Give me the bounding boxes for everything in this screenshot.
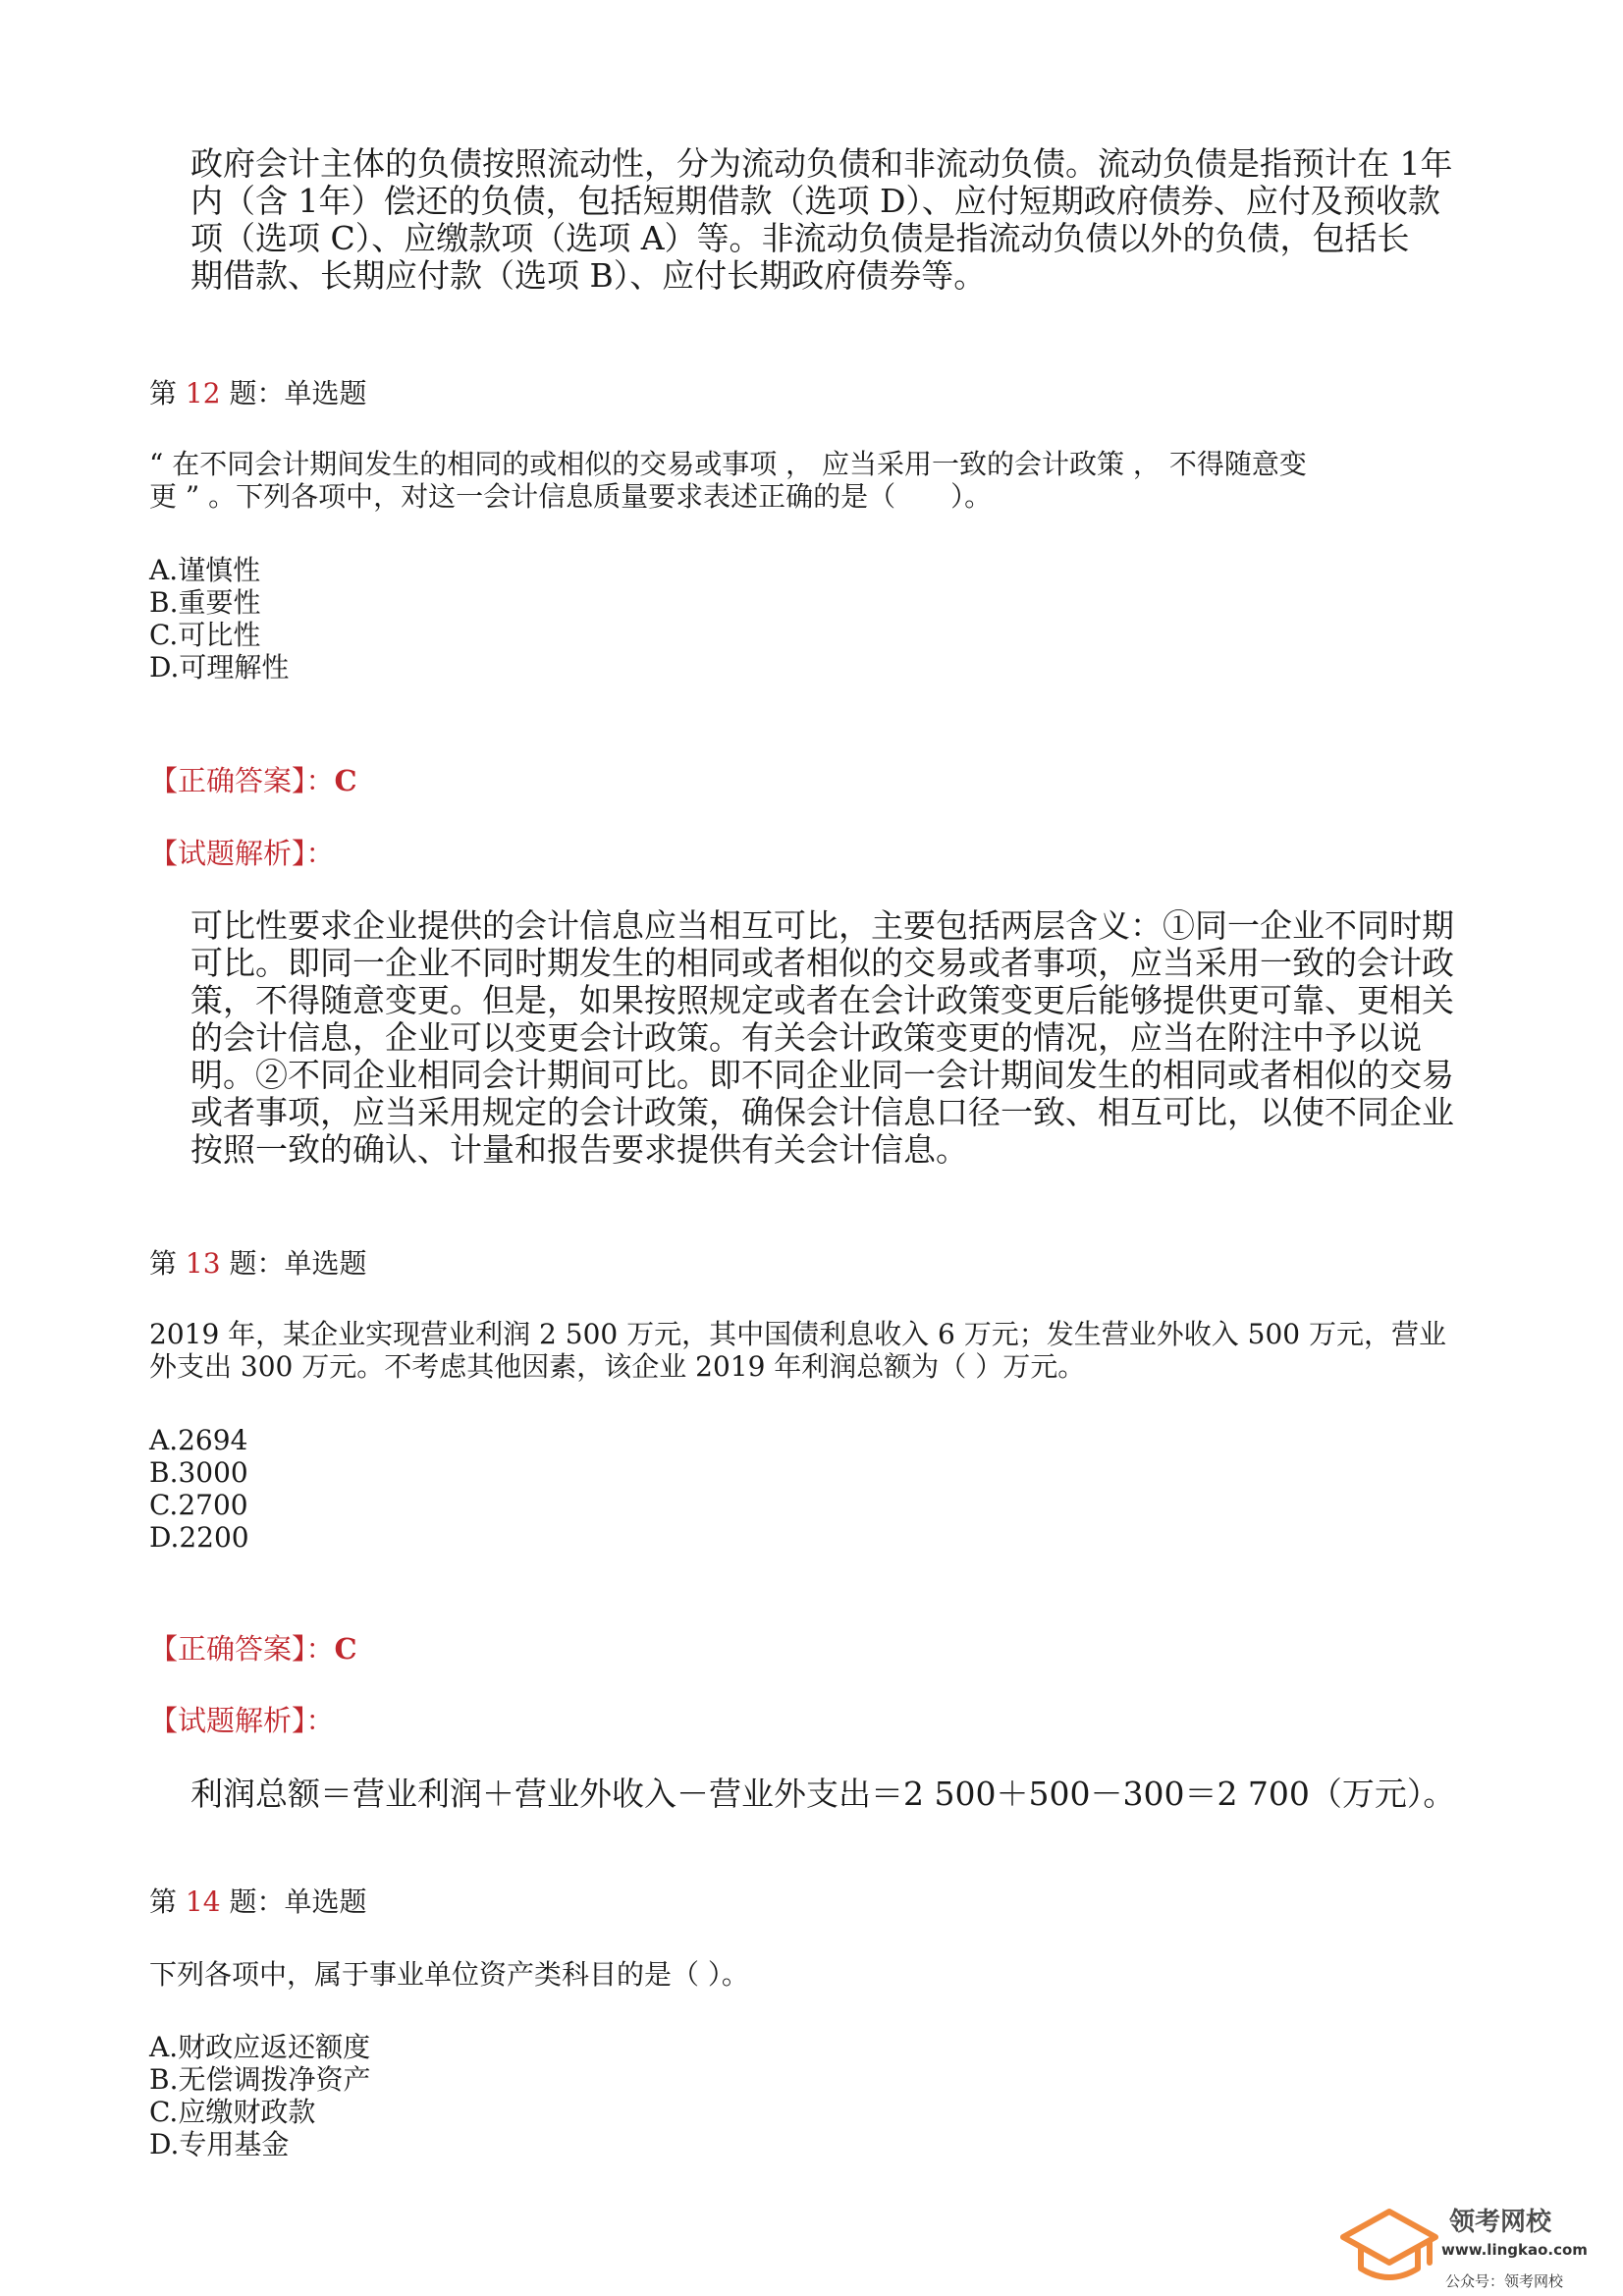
analysis-line: 按照一致的确认、计量和报告要求提供有关会计信息。 xyxy=(190,1130,968,1169)
option-c: C.应缴财政款 xyxy=(149,2096,316,2128)
question-12-answer xyxy=(149,764,357,797)
answer-value: C xyxy=(334,764,357,797)
question-12-header xyxy=(149,377,366,410)
watermark-url: www.lingkao.com xyxy=(1441,2241,1588,2259)
question-13-formula: 利润总额＝营业利润＋营业外收入－营业外支出＝2 500＋500－300＝2 700（万元）。 xyxy=(190,1775,1456,1813)
question-13-analysis-label: 【试题解析】： xyxy=(149,1704,335,1737)
watermark-wechat: 公众号：领考网校 xyxy=(1445,2272,1564,2290)
option-b: B.重要性 xyxy=(149,586,261,619)
stem-line: 更 ” 。下列各项中，对这一会计信息质量要求表述正确的是（ ）。 xyxy=(149,480,993,513)
analysis-line: 可比性要求企业提供的会计信息应当相互可比，主要包括两层含义：①同一企业不同时期 xyxy=(190,906,1454,945)
analysis-line: 内（含 1年）偿还的负债，包括短期借款（选项 D）、应付短期政府债券、应付及预收款 xyxy=(190,182,1440,220)
option-c: C.2700 xyxy=(149,1489,248,1521)
question-type: 题：单选题 xyxy=(220,1247,367,1280)
option-b: B.无偿调拨净资产 xyxy=(149,2063,371,2096)
stem-line: 下列各项中，属于事业单位资产类科目的是（ ）。 xyxy=(149,1958,749,1991)
option-d: D.2200 xyxy=(149,1521,249,1554)
question-13-header xyxy=(149,1247,366,1281)
question-13-options xyxy=(149,1424,249,1554)
question-12-analysis xyxy=(190,907,1496,1169)
option-c: C.可比性 xyxy=(149,619,261,651)
question-number: 14 xyxy=(185,1886,221,1918)
question-12-analysis-label: 【试题解析】： xyxy=(149,837,335,870)
question-12-options xyxy=(149,554,289,683)
question-type: 题：单选题 xyxy=(220,377,367,410)
option-a: A.谨慎性 xyxy=(149,554,261,586)
watermark-name: 领考网校 xyxy=(1449,2208,1552,2237)
question-13-answer xyxy=(149,1632,357,1666)
option-d: D.可理解性 xyxy=(149,651,290,683)
analysis-line: 明。②不同企业相同会计期间可比。即不同企业同一会计期间发生的相同或者相似的交易 xyxy=(190,1056,1454,1094)
question-13-stem xyxy=(149,1318,1494,1383)
answer-value: C xyxy=(334,1632,357,1666)
stem-line: 外支出 300 万元。不考虑其他因素，该企业 2019 年利润总额为（ ）万元。 xyxy=(149,1350,1086,1383)
question-number: 12 xyxy=(185,377,221,410)
question-number: 13 xyxy=(185,1247,221,1280)
analysis-line: 或者事项，应当采用规定的会计政策，确保会计信息口径一致、相互可比，以使不同企业 xyxy=(190,1093,1454,1131)
stem-line: 2019 年，某企业实现营业利润 2 500 万元，其中国债利息收入 6 万元；发生营业外收入 500 万元，营业 xyxy=(149,1318,1446,1350)
stem-line: “ 在不同会计期间发生的相同的或相似的交易或事项 ， 应当采用一致的会计政策 ， 不得随意变 xyxy=(149,448,1307,480)
question-14-header xyxy=(149,1886,366,1919)
analysis-line: 可比。即同一企业不同时期发生的相同或者相似的交易或者事项，应当采用一致的会计政 xyxy=(190,944,1454,982)
option-b: B.3000 xyxy=(149,1456,248,1489)
question-prefix: 第 xyxy=(149,377,186,410)
question-prefix: 第 xyxy=(149,1247,186,1280)
question-prefix: 第 xyxy=(149,1886,186,1918)
analysis-line: 期借款、长期应付款（选项 B）、应付长期政府债券等。 xyxy=(190,256,987,295)
option-a: A.2694 xyxy=(149,1424,248,1456)
prev-analysis-paragraph xyxy=(190,145,1496,295)
graduation-cap-logo-icon xyxy=(1335,2204,1443,2290)
question-type: 题：单选题 xyxy=(220,1886,367,1918)
option-a: A.财政应返还额度 xyxy=(149,2031,371,2063)
watermark xyxy=(1335,2200,1591,2296)
answer-label: 【正确答案】： xyxy=(149,764,335,797)
answer-label: 【正确答案】： xyxy=(149,1632,335,1666)
analysis-line: 项（选项 C）、应缴款项（选项 A）等。非流动负债是指流动负债以外的负债，包括长 xyxy=(190,219,1410,257)
question-12-stem xyxy=(149,448,1494,513)
option-d: D.专用基金 xyxy=(149,2128,290,2160)
question-14-stem xyxy=(149,1958,1494,1991)
analysis-line: 策，不得随意变更。但是，如果按照规定或者在会计政策变更后能够提供更可靠、更相关 xyxy=(190,981,1454,1019)
analysis-line: 的会计信息，企业可以变更会计政策。有关会计政策变更的情况，应当在附注中予以说 xyxy=(190,1018,1422,1057)
analysis-line: 政府会计主体的负债按照流动性，分为流动负债和非流动负债。流动负债是指预计在 1年 xyxy=(190,144,1453,183)
question-14-options xyxy=(149,2031,370,2160)
